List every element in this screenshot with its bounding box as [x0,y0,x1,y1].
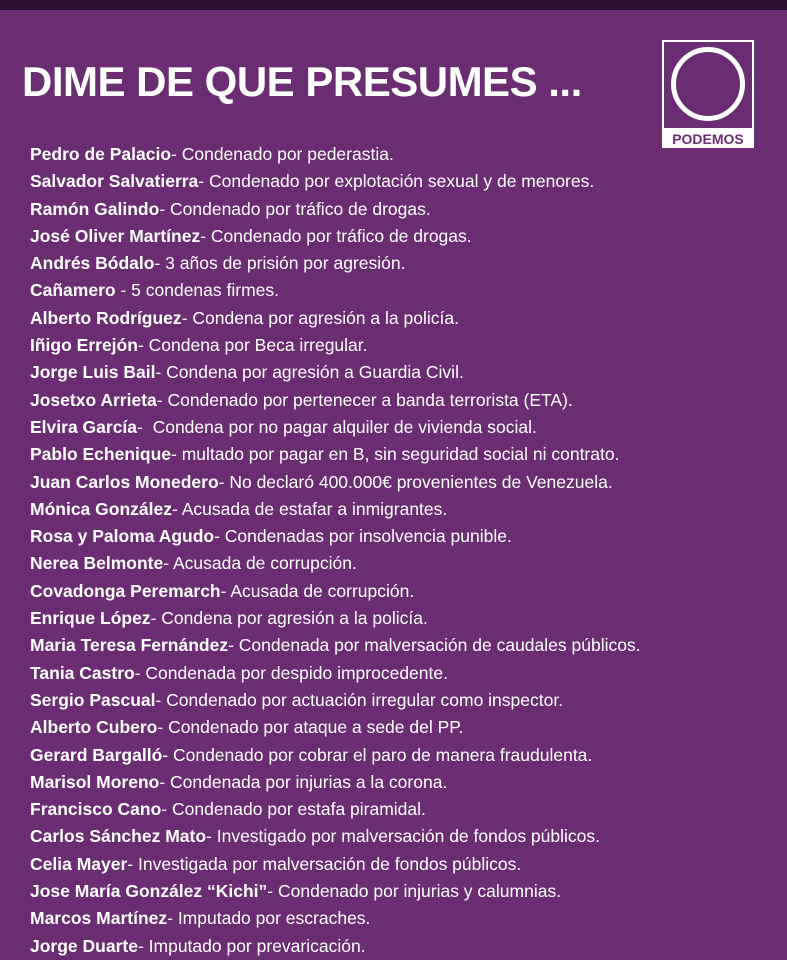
person-name: Celia Mayer [30,853,128,874]
person-description: - 5 condenas firmes. [115,280,279,301]
person-name: Alberto Cubero [30,717,158,738]
list-item [30,742,641,769]
person-name: Francisco Cano [30,799,162,820]
person-name: Marisol Moreno [30,771,160,792]
list-item [30,196,641,223]
person-name: Iñigo Errejón [30,335,138,356]
person-description: - Condena por Beca irregular. [137,335,368,356]
person-name: José Oliver Martínez [30,225,201,246]
person-name: Maria Teresa Fernández [30,635,229,656]
list-item [30,387,641,414]
person-description: - Imputado por escraches. [167,908,371,929]
person-name: Sergio Pascual [30,689,156,710]
list-item [30,414,641,441]
person-name: Gerard Bargalló [30,744,163,765]
list-item [30,277,641,304]
podemos-logo [662,40,754,148]
person-name: Nerea Belmonte [30,553,164,574]
person-description: - Investigada por malversación de fondos públicos. [127,853,522,874]
person-description: - multado por pagar en B, sin seguridad social ni contrato. [171,444,620,465]
list-item [30,168,641,195]
list-item [30,905,641,932]
person-description: - Condenada por injurias a la corona. [159,771,448,792]
person-name: Pedro de Palacio [30,144,172,164]
list-item [30,550,641,577]
list-item [30,305,641,332]
person-name: Marcos Martínez [30,908,168,929]
list-item [30,359,641,386]
person-name: Jorge Duarte [30,935,138,956]
list-item [30,223,641,250]
person-name: Tania Castro [30,662,135,683]
circle-logo-icon [671,47,745,121]
logo-frame [662,40,754,130]
list-item [30,687,641,714]
person-description: - Condenado por injurias y calumnias. [267,881,562,902]
list-item [30,496,641,523]
logo-label: PODEMOS [662,130,754,148]
person-description: - Condenada por despido improcedente. [134,662,448,683]
list-item [30,441,641,468]
person-description: - Investigado por malversación de fondos públicos. [206,826,601,847]
person-description: - Condenado por pederastia. [171,144,394,164]
person-description: - Condena por agresión a la policía. [181,307,459,328]
list-item [30,796,641,823]
person-name: Enrique López [30,608,151,629]
person-name: Juan Carlos Monedero [30,471,219,492]
person-name: Covadonga Peremarch [30,580,221,601]
person-name: Mónica González [30,498,172,519]
person-description: - Acusada de estafar a inmigrantes. [171,498,448,519]
person-name: Josetxo Arrieta [30,389,157,410]
person-description: - Condenadas por insolvencia punible. [214,526,512,547]
person-name: Cañamero [30,280,116,301]
list-item [30,523,641,550]
list-item [30,660,641,687]
person-name: Salvador Salvatierra [30,171,199,192]
list-item [30,141,641,168]
list-item [30,933,641,960]
person-description: - Condena por no pagar alquiler de vivienda social. [137,416,537,437]
person-description: - Condenado por pertenecer a banda terrorista (ETA). [156,389,573,410]
list-item [30,250,641,277]
list-item [30,632,641,659]
person-description: - Acusada de corrupción. [163,553,357,574]
person-name: Elvira García [30,416,138,437]
list-item [30,714,641,741]
person-description: - 3 años de prisión por agresión. [154,253,406,274]
poster-title: DIME DE QUE PRESUMES ... [22,58,582,105]
list-item [30,823,641,850]
person-name: Pablo Echenique [30,444,171,465]
list-item [30,878,641,905]
person-description: - Condenado por actuación irregular como inspector. [155,689,564,710]
person-description: - Condenado por ataque a sede del PP. [157,717,464,738]
bottom-bar [0,960,787,974]
list-item [30,469,641,496]
person-name: Jose María González “Kichi” [30,881,268,902]
person-name: Jorge Luis Bail [30,362,156,383]
person-description: - Condena por agresión a Guardia Civil. [155,362,464,383]
person-description: - Condenado por tráfico de drogas. [159,198,431,219]
person-description: - Imputado por prevaricación. [137,935,366,956]
list-item [30,332,641,359]
person-description: - Condenado por estafa piramidal. [161,799,426,820]
list-item [30,769,641,796]
person-list [30,141,641,960]
list-item [30,578,641,605]
person-name: Ramón Galindo [30,198,160,219]
person-description: - Condenado por explotación sexual y de menores. [198,171,595,192]
list-item [30,851,641,878]
person-description: - Acusada de corrupción. [220,580,415,601]
list-item [30,605,641,632]
person-description: - Condenado por cobrar el paro de manera fraudulenta. [162,744,593,765]
person-description: - Condena por agresión a la policía. [150,608,428,629]
person-description: - Condenado por tráfico de drogas. [200,225,472,246]
person-name: Rosa y Paloma Agudo [30,526,215,547]
person-name: Andrés Bódalo [30,253,155,274]
person-description: - No declaró 400.000€ provenientes de Venezuela. [218,471,613,492]
person-description: - Condenada por malversación de caudales públicos. [228,635,641,656]
person-name: Alberto Rodríguez [30,307,182,328]
person-name: Carlos Sánchez Mato [30,826,207,847]
